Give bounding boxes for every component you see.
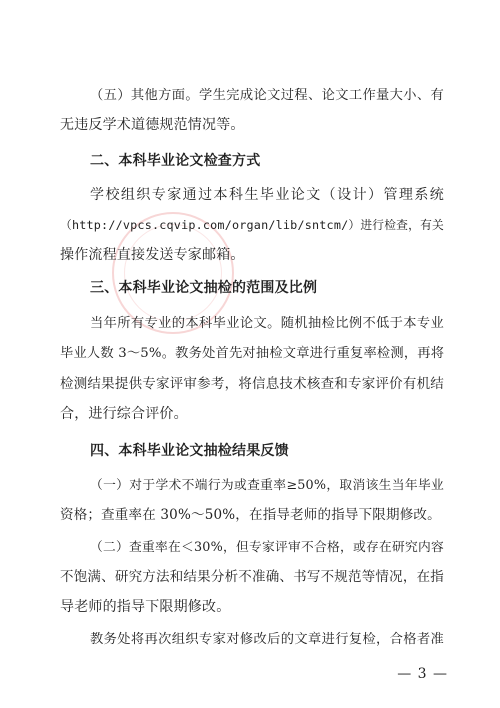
body-line: （五）其他方面。学生完成论文过程、论文工作量大小、有 xyxy=(90,88,444,103)
body-line: （二）查重率在＜30%，但专家评审不合格，或存在研究内容 xyxy=(90,540,444,555)
body-line: 不饱满、研究方法和结果分析不准确、书写不规范等情况，在指 xyxy=(60,569,444,585)
body-line: 资格；查重率在 30%～50%，在指导老师的指导下限期修改。 xyxy=(60,507,441,523)
body-line: 操作流程直接发送专家邮箱。 xyxy=(60,247,245,263)
body-line: 学校组织专家通过本科生毕业论文（设计）管理系统 xyxy=(90,187,444,203)
section-heading-4: 四、本科毕业论文抽检结果反馈 xyxy=(90,443,289,459)
body-line: 当年所有专业的本科毕业论文。随机抽检比例不低于本专业 xyxy=(90,316,444,331)
body-line: 检测结果提供专家评审参考，将信息技术核查和专家评价有机结 xyxy=(60,376,444,392)
body-line: 无违反学术道德规范情况等。 xyxy=(60,117,245,133)
body-line: （一）对于学术不端行为或查重率≥50%，取消该生当年毕业 xyxy=(90,478,444,493)
body-line: 教务处将再次组织专家对修改后的文章进行复检，合格者准 xyxy=(90,632,444,647)
page-number: — 3 — xyxy=(397,666,448,682)
body-line: 毕业人数 3～5%。教务处首先对抽检文章进行重复率检测，再将 xyxy=(60,346,445,361)
body-line: 合，进行综合评价。 xyxy=(60,406,188,422)
body-line-url: （http://vpcs.cqvip.com/organ/lib/sntcm/）进行检查，有关 xyxy=(60,218,444,232)
section-heading-3: 三、本科毕业论文抽检的范围及比例 xyxy=(90,280,318,296)
body-line: 导老师的指导下限期修改。 xyxy=(60,599,231,615)
section-heading-2: 二、本科毕业论文检查方式 xyxy=(90,153,261,169)
